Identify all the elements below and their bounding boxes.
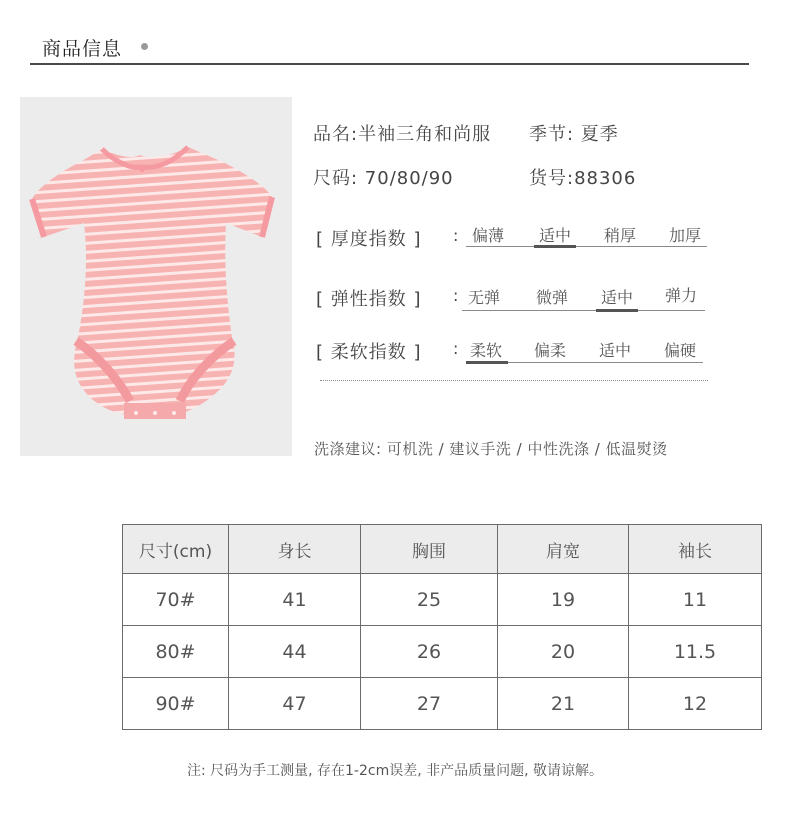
title-dot-icon <box>141 43 148 50</box>
header-chest: 胸围 <box>361 525 498 574</box>
table-cell: 19 <box>498 574 629 626</box>
elasticity-selected-marker <box>596 309 638 312</box>
table-row <box>123 574 762 626</box>
thickness-selected-marker <box>534 245 576 248</box>
table-cell: 25 <box>361 574 498 626</box>
table-cell: 70# <box>123 574 229 626</box>
softness-index-label: [ 柔软指数 ] <box>316 342 422 363</box>
table-cell: 20 <box>498 626 629 678</box>
elasticity-index-label: [ 弹性指数 ] <box>316 289 422 310</box>
elasticity-option-medium: 适中 <box>600 288 633 307</box>
table-cell: 11 <box>629 574 762 626</box>
section-title: 商品信息 <box>42 38 123 60</box>
size-table <box>122 524 762 730</box>
dotted-divider <box>320 380 708 381</box>
table-cell: 12 <box>629 678 762 730</box>
softness-option-medium: 适中 <box>598 341 631 360</box>
elasticity-colon: : <box>453 286 459 305</box>
header-body-length: 身长 <box>229 525 361 574</box>
product-season: 季节: 夏季 <box>529 124 619 145</box>
thickness-index-label: [ 厚度指数 ] <box>316 229 422 250</box>
table-row <box>123 626 762 678</box>
elasticity-scale-line <box>462 310 705 311</box>
table-cell: 11.5 <box>629 626 762 678</box>
product-sizes: 尺码: 70/80/90 <box>313 168 454 189</box>
thickness-colon: : <box>453 226 459 245</box>
thickness-option-thicker: 稍厚 <box>603 226 636 245</box>
measurement-note: 注: 尺码为手工测量, 存在1-2cm误差, 非产品质量问题, 敬请谅解。 <box>186 763 604 779</box>
header-shoulder: 肩宽 <box>498 525 629 574</box>
product-sku: 货号:88306 <box>529 168 637 189</box>
table-row <box>123 678 762 730</box>
softness-colon: : <box>453 339 459 358</box>
table-cell: 44 <box>229 626 361 678</box>
table-cell: 41 <box>229 574 361 626</box>
table-header-row <box>123 525 762 574</box>
softness-option-hard: 偏硬 <box>663 341 696 360</box>
table-cell: 80# <box>123 626 229 678</box>
thickness-option-medium: 适中 <box>538 226 571 245</box>
thickness-option-thick: 加厚 <box>668 226 701 245</box>
header-divider <box>30 63 749 65</box>
product-image <box>20 97 292 456</box>
table-cell: 27 <box>361 678 498 730</box>
washing-instructions: 洗涤建议: 可机洗 / 建议手洗 / 中性洗涤 / 低温熨烫 <box>314 440 668 458</box>
thickness-scale-line <box>466 246 707 247</box>
softness-option-fairly-soft: 偏柔 <box>533 341 566 360</box>
elasticity-option-slight: 微弹 <box>535 288 568 307</box>
header-size: 尺寸(cm) <box>123 525 229 574</box>
table-cell: 90# <box>123 678 229 730</box>
header-sleeve: 袖长 <box>629 525 762 574</box>
softness-option-soft: 柔软 <box>469 341 502 360</box>
elasticity-option-none: 无弹 <box>467 288 500 307</box>
baby-bodysuit-illustration <box>20 97 292 456</box>
table-cell: 26 <box>361 626 498 678</box>
table-cell: 47 <box>229 678 361 730</box>
thickness-option-thin: 偏薄 <box>471 226 504 245</box>
elasticity-option-stretchy: 弹力 <box>664 286 697 305</box>
table-cell: 21 <box>498 678 629 730</box>
softness-selected-marker <box>466 361 508 364</box>
product-name: 品名:半袖三角和尚服 <box>313 124 492 145</box>
